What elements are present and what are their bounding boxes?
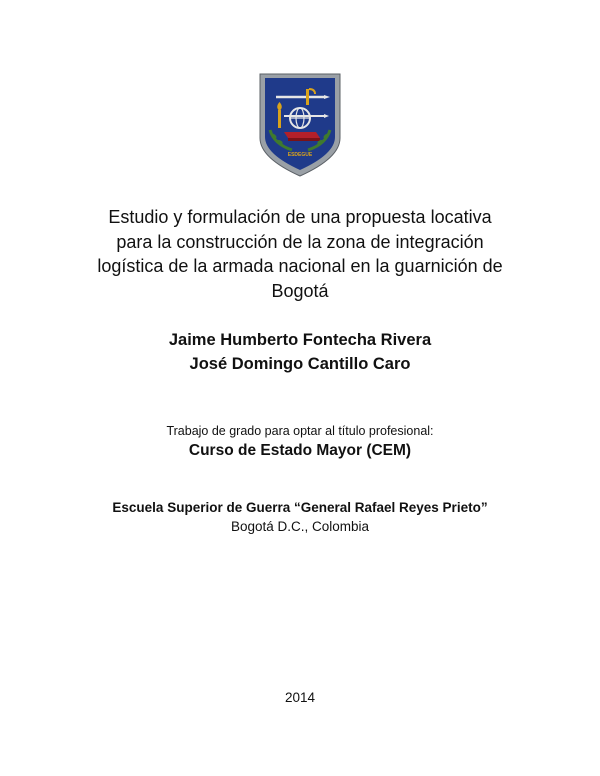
emblem-text: ESDEGUE bbox=[287, 152, 313, 158]
title-line: logística de la armada nacional en la guarnición de bbox=[97, 256, 503, 276]
degree-purpose-text: Trabajo de grado para optar al título profesional: bbox=[166, 424, 434, 438]
title-line: Bogotá bbox=[271, 280, 329, 301]
thesis-title bbox=[60, 205, 540, 303]
degree-name: Curso de Estado Mayor (CEM) bbox=[188, 442, 412, 459]
title-line: Estudio y formulación de una propuesta locativa bbox=[108, 207, 492, 227]
city-location: Bogotá D.C., Colombia bbox=[230, 519, 370, 534]
title-line: para la construcción de la zona de integración bbox=[116, 231, 484, 252]
school-name: Escuela Superior de Guerra “General Rafael Reyes Prieto” bbox=[112, 500, 488, 515]
publication-year: 2014 bbox=[284, 690, 316, 705]
school-emblem-icon bbox=[254, 72, 346, 178]
authors-block bbox=[60, 328, 540, 376]
author-name: Jaime Humberto Fontecha Rivera bbox=[168, 331, 432, 349]
author-name: José Domingo Cantillo Caro bbox=[189, 355, 411, 373]
